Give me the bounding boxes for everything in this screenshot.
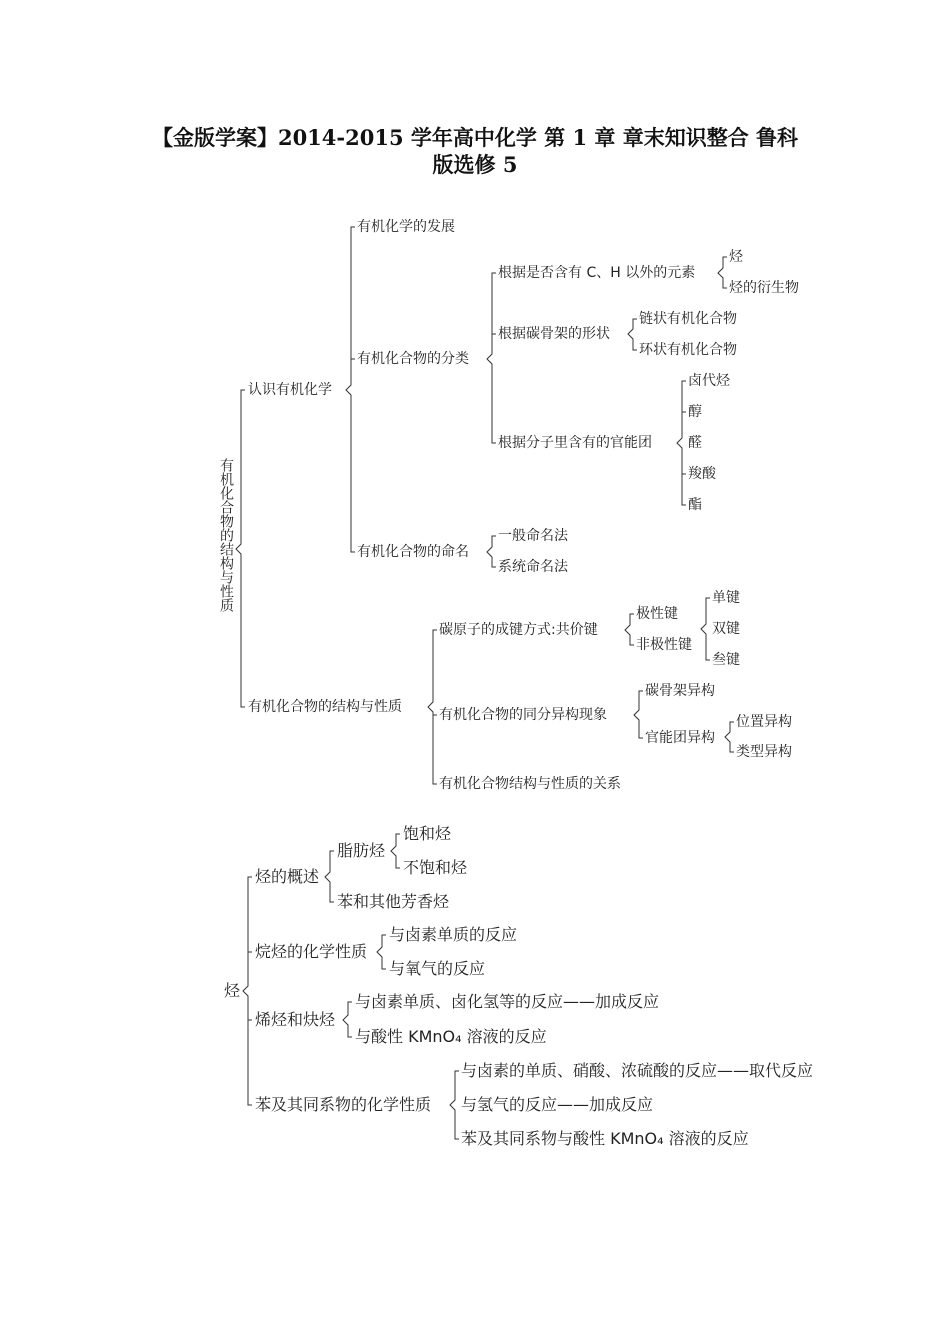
node-group-isomer: 官能团异构 [645, 730, 715, 746]
leaf-double-bond: 双键 [712, 621, 740, 637]
node-skeleton-isomer: 碳骨架异构 [645, 683, 715, 699]
leaf-saturated: 饱和烃 [403, 824, 452, 843]
leaf-alkane-halogen: 与卤素单质的反应 [389, 925, 518, 944]
document-title-line2: 版选修 5 [432, 152, 518, 177]
leaf-ester: 酯 [688, 497, 702, 513]
node-alkane: 烷烃的化学性质 [255, 942, 368, 961]
brace-group-isomer [725, 722, 734, 752]
leaf-position-isomer: 位置异构 [736, 714, 792, 730]
leaf-benzene-addition: 与氢气的反应——加成反应 [461, 1095, 654, 1114]
brace-hydrocarbon [243, 877, 252, 1105]
brace-aliphatic [391, 834, 400, 868]
brace-alkene [343, 1002, 352, 1037]
leaf-unsaturated: 不饱和烃 [403, 858, 468, 877]
brace-nonpolar [701, 598, 710, 660]
brace-by-skeleton [628, 319, 637, 350]
node-structure-properties: 有机化合物的结构与性质 [248, 699, 402, 715]
brace-recognize [346, 227, 355, 552]
node-polar-bond: 极性键 [636, 606, 678, 622]
brace-isomerism [634, 691, 643, 738]
node-naming: 有机化合物的命名 [357, 544, 469, 560]
leaf-benzene-kmno4: 苯及其同系物与酸性 KMnO₄ 溶液的反应 [461, 1129, 749, 1148]
document-title-line1: 【金版学案】2014-2015 学年高中化学 第 1 章 章末知识整合 鲁科 [151, 125, 799, 150]
brace-structure [428, 630, 437, 784]
leaf-systematic-naming: 系统命名法 [498, 559, 568, 575]
node-isomerism: 有机化合物的同分异构现象 [439, 707, 607, 723]
leaf-single-bond: 单键 [712, 590, 740, 606]
leaf-alkane-oxygen: 与氧气的反应 [389, 959, 486, 978]
brace-classification [487, 273, 496, 443]
leaf-alkene-kmno4: 与酸性 KMnO₄ 溶液的反应 [355, 1027, 547, 1046]
leaf-hydrocarbon-derivative: 烃的衍生物 [729, 280, 799, 296]
node-benzene: 苯及其同系物的化学性质 [255, 1095, 432, 1114]
node-development: 有机化学的发展 [357, 219, 455, 235]
node-alkene-alkyne: 烯烃和炔烃 [255, 1010, 336, 1029]
leaf-common-naming: 一般命名法 [498, 528, 568, 544]
brace-by-element [718, 257, 727, 288]
brace-overview [325, 851, 334, 902]
node-by-element: 根据是否含有 C、H 以外的元素 [498, 265, 696, 281]
node-aromatic: 苯和其他芳香烃 [337, 892, 450, 911]
node-overview: 烃的概述 [255, 867, 320, 886]
node-by-skeleton: 根据碳骨架的形状 [498, 326, 610, 342]
node-aliphatic: 脂肪烃 [337, 841, 386, 860]
node-bonding: 碳原子的成键方式:共价键 [439, 622, 598, 638]
brace-by-group [677, 381, 686, 505]
node-recognize-organic-chemistry: 认识有机化学 [248, 382, 332, 398]
brace-root [236, 390, 245, 707]
brace-alkane [377, 935, 386, 969]
leaf-carboxylic-acid: 羧酸 [688, 466, 716, 482]
leaf-ring-compound: 环状有机化合物 [639, 342, 737, 358]
leaf-chain-compound: 链状有机化合物 [639, 311, 737, 327]
leaf-alcohol: 醇 [688, 404, 702, 420]
leaf-triple-bond: 叁键 [712, 652, 740, 668]
node-classification: 有机化合物的分类 [357, 351, 469, 367]
leaf-alkene-addition: 与卤素单质、卤化氢等的反应——加成反应 [355, 992, 660, 1011]
node-nonpolar-bond: 非极性键 [636, 637, 692, 653]
leaf-type-isomer: 类型异构 [736, 744, 792, 760]
leaf-aldehyde: 醛 [688, 435, 702, 451]
root-label-structure-properties: 有机化合物的结构与性质 [218, 458, 234, 612]
leaf-haloalkane: 卤代烃 [688, 373, 730, 389]
node-structure-property-relation: 有机化合物结构与性质的关系 [439, 776, 621, 792]
brace-bonding [625, 614, 634, 645]
brace-naming [487, 536, 496, 567]
node-by-functional-group: 根据分子里含有的官能团 [498, 435, 652, 451]
root-label-hydrocarbon: 烃 [224, 981, 241, 1000]
leaf-benzene-substitution: 与卤素的单质、硝酸、浓硫酸的反应——取代反应 [461, 1061, 814, 1080]
brace-benzene [450, 1071, 459, 1139]
leaf-hydrocarbon: 烃 [729, 249, 743, 265]
